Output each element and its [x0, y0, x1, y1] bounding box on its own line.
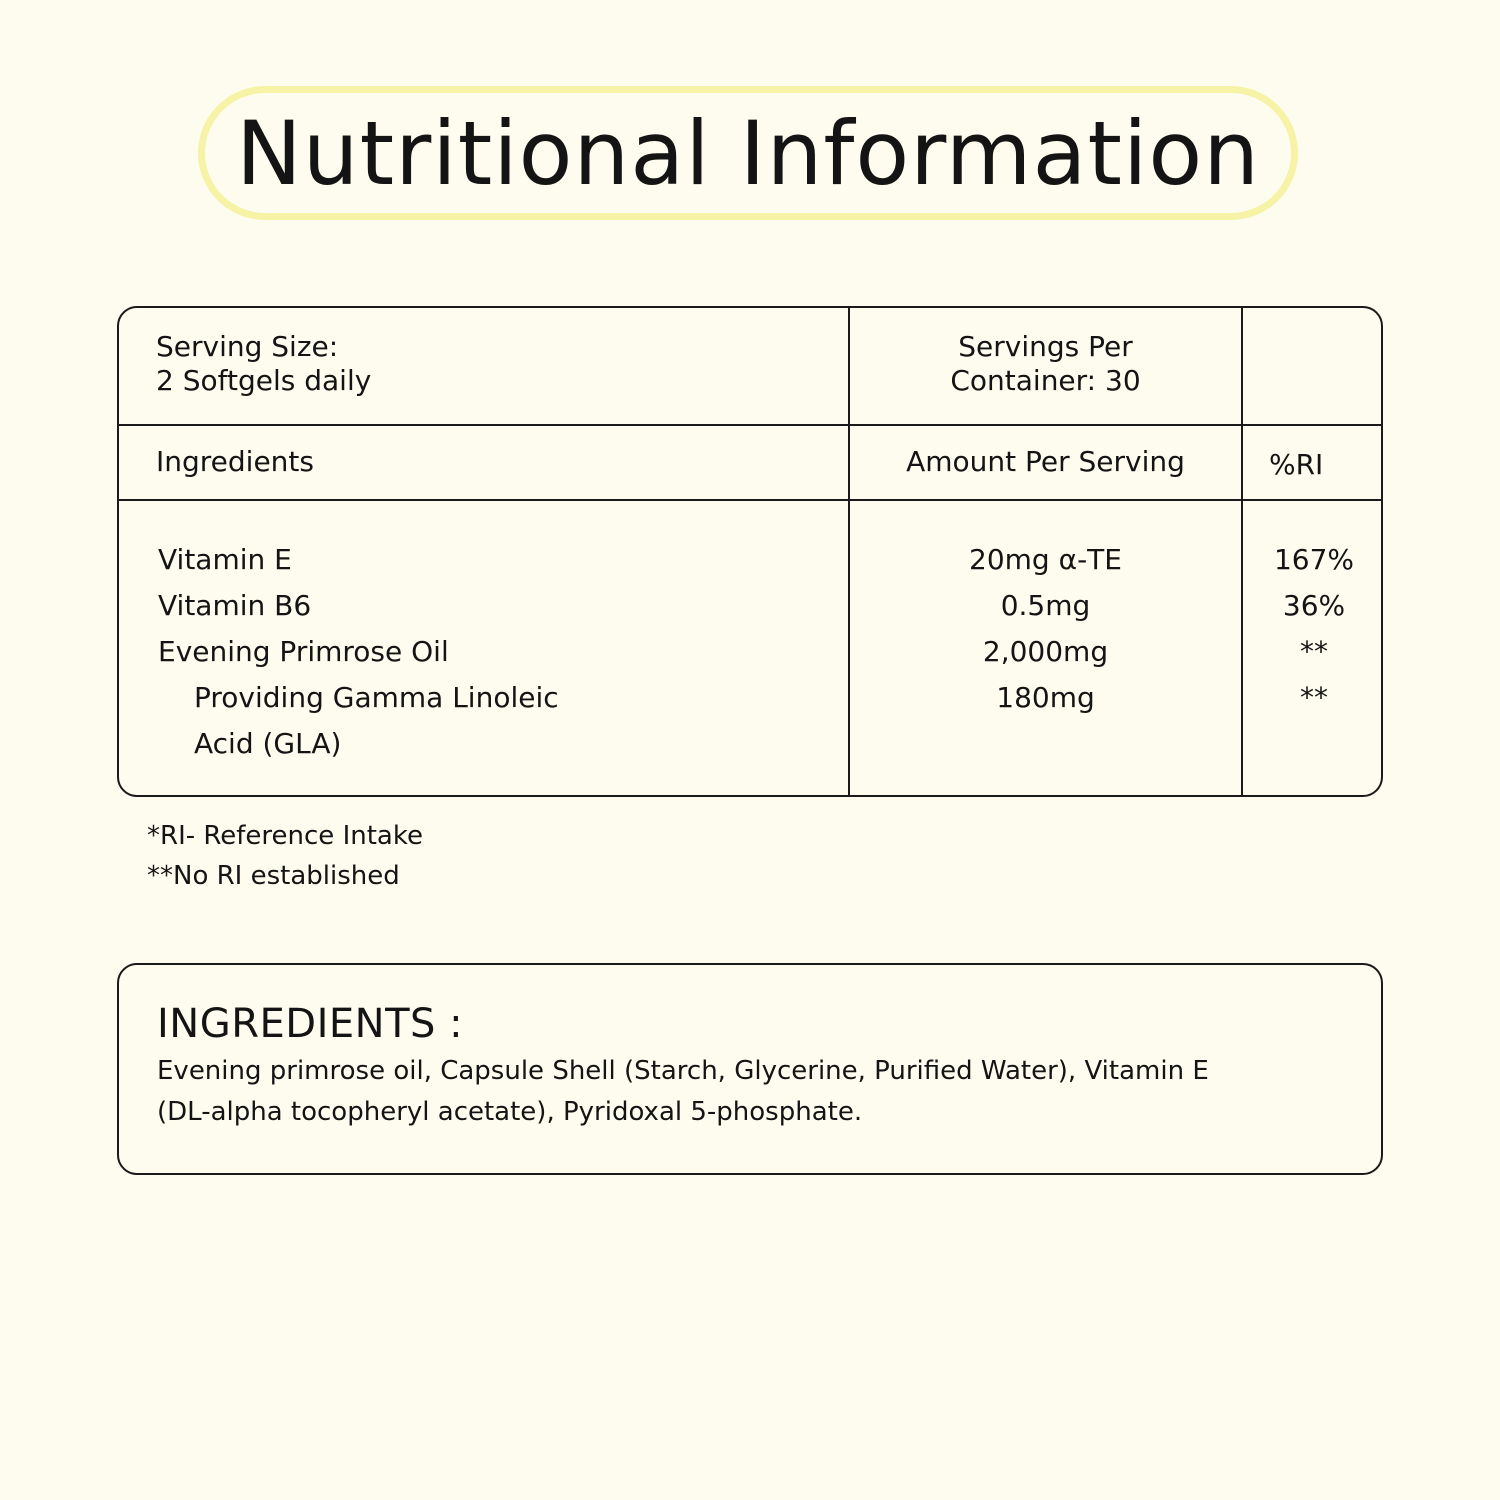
ri-column — [1243, 537, 1385, 767]
ingredient-name: Providing Gamma Linoleic — [194, 681, 559, 714]
ingredient-ri: 167% — [1273, 543, 1355, 576]
servings-per-container-line1: Servings Per — [958, 330, 1133, 363]
servings-per-container — [850, 330, 1241, 398]
ingredient-name: Acid (GLA) — [194, 727, 342, 760]
page-title: Nutritional Information — [235, 101, 1261, 205]
header-amount: Amount Per Serving — [906, 445, 1185, 478]
serving-size-value: 2 Softgels daily — [156, 364, 372, 397]
footnotes — [147, 816, 423, 896]
servings-per-container-line2: Container: 30 — [950, 364, 1141, 397]
ingredients-list — [157, 1051, 1343, 1133]
ingredient-ri: ** — [1300, 681, 1328, 714]
ingredients-heading: INGREDIENTS : — [157, 1001, 464, 1047]
ingredient-amount: 0.5mg — [1000, 589, 1091, 622]
nutrition-table — [117, 306, 1383, 797]
ingredient-name: Vitamin B6 — [158, 589, 312, 622]
ingredients-line: (DL-alpha tocopheryl acetate), Pyridoxal 5-phosphate. — [157, 1097, 863, 1127]
ingredient-ri — [1243, 721, 1385, 767]
ingredient-amount: 2,000mg — [982, 635, 1109, 668]
row-divider-1 — [119, 424, 1381, 426]
serving-size — [156, 330, 371, 398]
ingredient-ri: 36% — [1282, 589, 1346, 622]
serving-size-label: Serving Size: — [156, 330, 339, 363]
ingredient-amount: 20mg α-TE — [969, 543, 1122, 576]
footnote: **No RI established — [147, 861, 400, 891]
amount-column — [850, 537, 1241, 767]
ingredient-amount: 180mg — [996, 681, 1095, 714]
row-divider-2 — [119, 499, 1381, 501]
ingredient-ri: ** — [1300, 635, 1328, 668]
ingredients-line: Evening primrose oil, Capsule Shell (Starch, Glycerine, Purified Water), Vitamin E — [157, 1056, 1209, 1086]
ingredient-name: Vitamin E — [158, 543, 292, 576]
header-ingredients: Ingredients — [156, 445, 314, 478]
ingredient-amount — [850, 721, 1241, 767]
ingredient-name: Evening Primrose Oil — [158, 635, 449, 668]
header-ri: %RI — [1269, 448, 1324, 481]
title-pill — [198, 86, 1298, 220]
ingredient-name-column — [158, 537, 559, 767]
ingredients-box — [117, 963, 1383, 1175]
footnote: *RI- Reference Intake — [147, 821, 423, 851]
